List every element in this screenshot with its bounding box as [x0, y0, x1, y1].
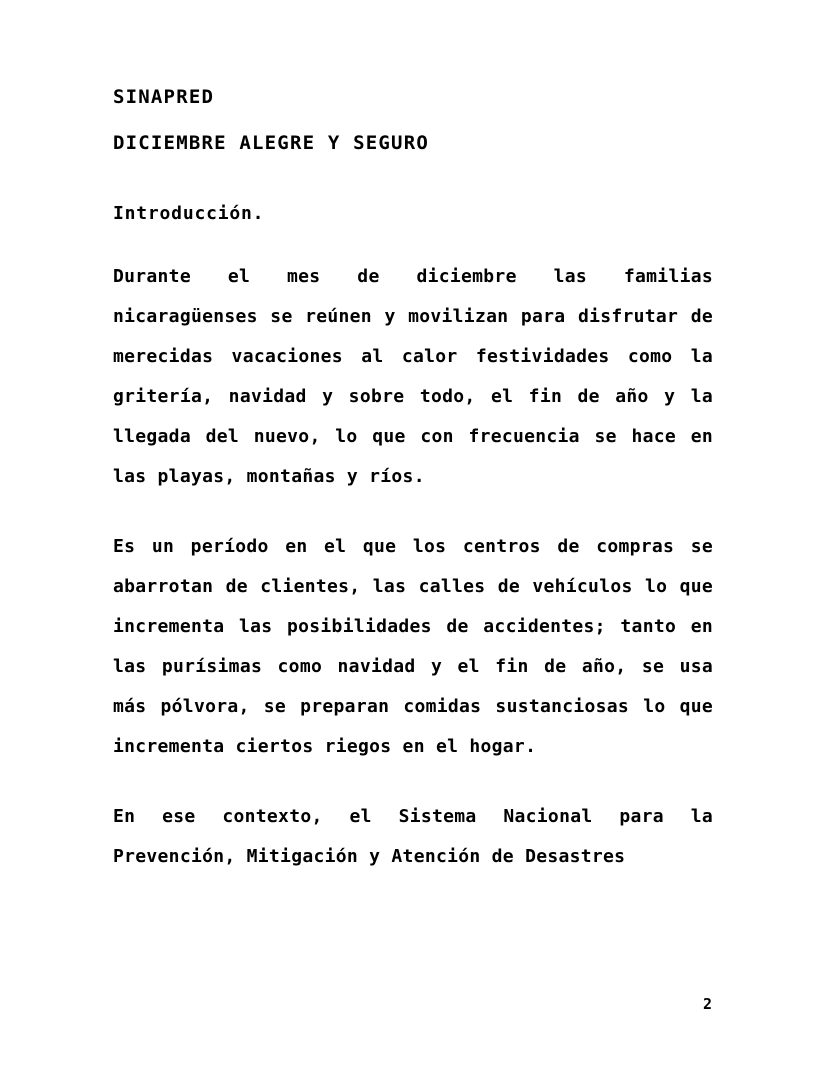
document-subtitle: DICIEMBRE ALEGRE Y SEGURO — [113, 132, 429, 154]
document-body — [113, 88, 713, 877]
paragraph-2: Es un período en el que los centros de compras se abarrotan de clientes, las calles de vehículos lo que incrementa las posibilidades de accidentes; tanto en las purísimas como navidad y el fin de año, se usa más pólvora, se preparan comidas sustanciosas lo que incrementa ciertos riegos en el hogar. — [113, 536, 713, 757]
paragraph-3: En ese contexto, el Sistema Nacional para la Prevención, Mitigación y Atención de Desastres — [113, 806, 713, 867]
section-heading-introduccion: Introducción. — [113, 203, 265, 224]
paragraph-1: Durante el mes de diciembre las familias nicaragüenses se reúnen y movilizan para disfrutar de merecidas vacaciones al calor festividades como la gritería, navidad y sobre todo, el fin de año y la llegada del nuevo, lo que con frecuencia se hace en las playas, montañas y ríos. — [113, 266, 713, 487]
page-number: 2 — [702, 995, 712, 1013]
document-title: SINAPRED — [113, 86, 215, 108]
